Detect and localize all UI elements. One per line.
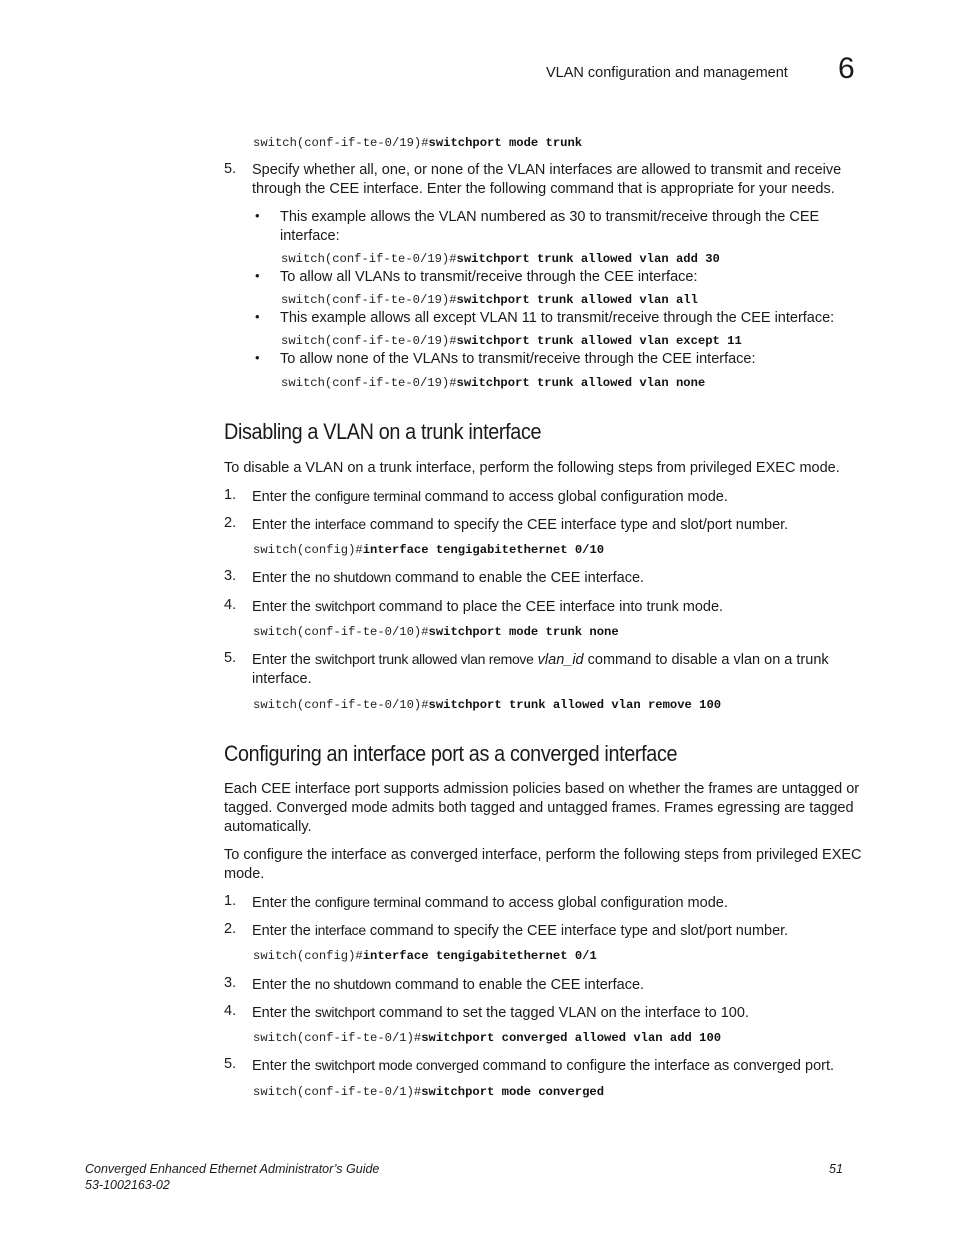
code-prompt: switch(conf-if-te-0/19)# [281,252,457,266]
bullet-text-line: This example allows the VLAN numbered as 30 to transmit/receive through the CEE [280,209,820,225]
step-text: Enter the no shutdown command to enable the CEE interface. [252,976,645,993]
bullet-icon: • [255,208,260,223]
code-example [253,1031,721,1045]
step-text-line: Specify whether all, one, or none of the VLAN interfaces are allowed to transmit and receive [252,162,842,178]
paragraph-line: Each CEE interface port supports admission policies based on whether the frames are untagged or [224,781,860,797]
bullet-icon: • [255,309,260,324]
command-keyword: switchport mode converged [314,1057,479,1073]
code-example [253,543,604,557]
chapter-number: 6 [838,52,855,85]
paragraph [224,846,862,884]
code-example [253,1085,604,1099]
code-prompt: switch(config)# [253,543,363,557]
code-command: switchport mode trunk none [428,625,619,639]
step-number: 4. [224,597,237,613]
step-number: 1. [224,487,237,503]
code-example [281,334,742,348]
footer-doc-id: 53-1002163-02 [85,1178,170,1192]
code-prompt: switch(conf-if-te-0/19)# [253,136,429,150]
code-example [253,625,619,639]
step-text: Enter the configure terminal command to access global configuration mode. [252,488,728,505]
code-example [253,698,721,712]
step-text: Enter the switchport command to place the CEE interface into trunk mode. [252,598,724,615]
bullet-text: To allow none of the VLANs to transmit/receive through the CEE interface: [280,351,756,367]
code-command: switchport trunk allowed vlan remove 100 [428,698,722,712]
step-number: 5. [224,161,237,177]
code-command: interface tengigabitethernet 0/1 [362,949,597,963]
command-keyword: switchport [314,598,375,614]
paragraph [224,780,859,837]
section-heading: Disabling a VLAN on a trunk interface [224,419,542,444]
step-text: Enter the no shutdown command to enable the CEE interface. [252,569,645,586]
step-text: Enter the interface command to specify the CEE interface type and slot/port number. [252,516,789,533]
step-number: 5. [224,1056,237,1072]
code-command: switchport trunk allowed vlan except 11 [456,334,742,348]
step-number: 2. [224,921,237,937]
bullet-icon: • [255,268,260,283]
code-example [281,252,720,266]
command-argument: vlan_id [537,652,584,668]
step-number: 2. [224,515,237,531]
command-keyword: switchport [314,1004,375,1020]
step-text: Enter the switchport mode converged command to configure the interface as converged port. [252,1057,835,1074]
command-keyword: configure terminal [314,894,421,910]
bullet-icon: • [255,350,260,365]
step-text [252,161,841,199]
step-text: Enter the switchport trunk allowed vlan remove vlan_id command to disable a vlan on a trunk interface. [252,651,829,687]
bullet-text: This example allows all except VLAN 11 to transmit/receive through the CEE interface: [280,310,835,326]
step-number: 1. [224,893,237,909]
step-text: Enter the switchport command to set the tagged VLAN on the interface to 100. [252,1004,749,1021]
bullet-text-line: interface: [280,228,340,244]
command-keyword: interface [314,922,366,938]
paragraph-line: mode. [224,866,265,882]
step-text: Enter the interface command to specify the CEE interface type and slot/port number. [252,922,789,939]
code-command: switchport trunk allowed vlan all [456,293,698,307]
paragraph-line: tagged. Converged mode admits both tagged and untagged frames. Frames egressing are tagged [224,800,854,816]
code-example [281,293,698,307]
step-number: 3. [224,568,237,584]
code-command: switchport mode converged [421,1085,605,1099]
paragraph-line: To configure the interface as converged interface, perform the following steps from privileged EXEC [224,847,862,863]
footer-doc-info [85,1161,379,1193]
command-keyword: switchport trunk allowed vlan remove [314,651,534,667]
code-command: switchport converged allowed vlan add 100 [421,1031,722,1045]
step-text-line: through the CEE interface. Enter the following command that is appropriate for your needs. [252,181,835,197]
command-keyword: no shutdown [314,976,391,992]
code-prompt: switch(config)# [253,949,363,963]
code-prompt: switch(conf-if-te-0/19)# [281,376,457,390]
code-command: switchport mode trunk [428,136,583,150]
code-prompt: switch(conf-if-te-0/1)# [253,1085,422,1099]
step-number: 4. [224,1003,237,1019]
paragraph-line: automatically. [224,819,312,835]
code-prompt: switch(conf-if-te-0/19)# [281,293,457,307]
paragraph: To disable a VLAN on a trunk interface, perform the following steps from privileged EXEC mode. [224,460,840,476]
code-command: switchport trunk allowed vlan none [456,376,706,390]
step-number: 5. [224,650,237,666]
code-prompt: switch(conf-if-te-0/1)# [253,1031,422,1045]
step-text: Enter the configure terminal command to access global configuration mode. [252,894,728,911]
code-prompt: switch(conf-if-te-0/10)# [253,625,429,639]
code-prompt: switch(conf-if-te-0/10)# [253,698,429,712]
code-command: switchport trunk allowed vlan add 30 [456,252,720,266]
step-text-line: interface. [252,671,312,687]
command-keyword: configure terminal [314,488,421,504]
step-number: 3. [224,975,237,991]
bullet-text: To allow all VLANs to transmit/receive through the CEE interface: [280,269,698,285]
code-example [253,949,597,963]
section-heading: Configuring an interface port as a converged interface [224,741,678,766]
code-command: interface tengigabitethernet 0/10 [362,543,605,557]
bullet-text [280,208,819,246]
code-example [281,376,705,390]
footer-title: Converged Enhanced Ethernet Administrator’s Guide [85,1162,380,1176]
page-number: 51 [829,1162,843,1176]
command-keyword: no shutdown [314,569,391,585]
code-example [253,136,582,150]
code-prompt: switch(conf-if-te-0/19)# [281,334,457,348]
running-header-title: VLAN configuration and management [546,65,788,81]
command-keyword: interface [314,516,366,532]
